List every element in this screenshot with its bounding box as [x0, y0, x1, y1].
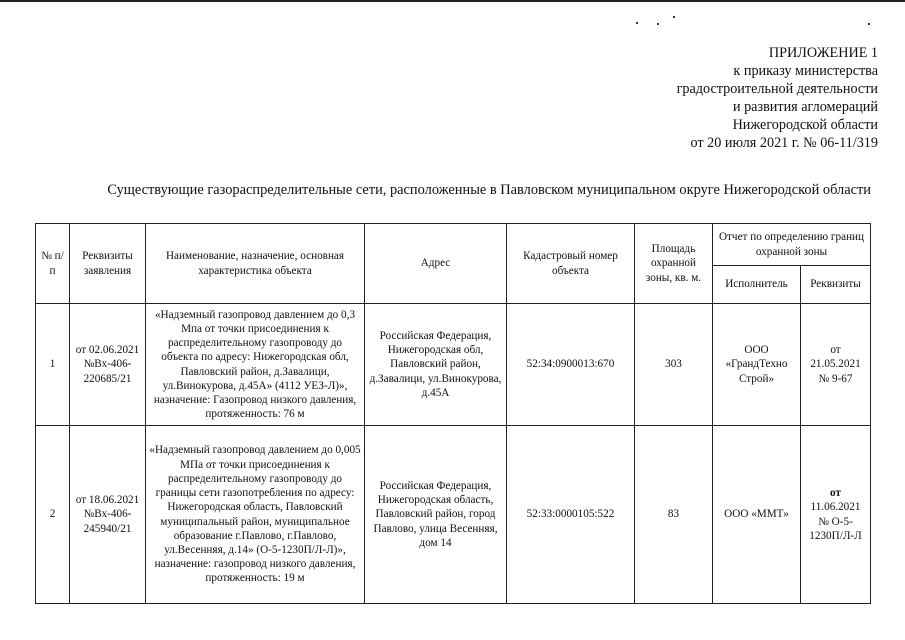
- scan-dot: [868, 23, 870, 25]
- document-title: Существующие газораспределительные сети, расположенные в Павловском муниципальном округе Нижегородской области: [107, 182, 871, 198]
- cell-name: «Надземный газопровод давлением до 0,3 Мпа от точки присоединения к распределительному газопроводу до объекта по адресу: Нижегородская обл, Павловский район, д.Завалици, ул.Винокурова, д.45А» (4112 УЕЗ-Л)», назначение: Газопровод низкого давления, протяженность: 76 м: [146, 304, 365, 426]
- appendix-line: и развития агломераций: [732, 99, 878, 116]
- header-name: Наименование, назначение, основная характеристика объекта: [146, 224, 365, 304]
- appendix-line: ПРИЛОЖЕНИЕ 1: [768, 45, 878, 61]
- cell-area: 303: [635, 304, 713, 426]
- report-requisites-value: 11.06.2021 № О-5-1230П/Л-Л: [809, 501, 862, 542]
- header-report-requisites: Реквизиты: [801, 266, 871, 304]
- header-report: Отчет по определению границ охранной зоны: [713, 224, 871, 266]
- cell-num: 2: [36, 426, 70, 604]
- cell-executor: ООО «ГрандТехно Строй»: [713, 304, 801, 426]
- cell-requisites: от 02.06.2021 №Вх-406-220685/21: [70, 304, 146, 426]
- header-requisites: Реквизиты заявления: [70, 224, 146, 304]
- cell-name: «Надземный газопровод давлением до 0,005 МПа от точки присоединения к распределительному газопроводу до границы сети газопотребления по адресу: Нижегородская область, Павловский муниципальный район, муниципальное образование г.Павлово, г.Павлово, ул.Весенняя, д.14» (О-5-1230П/Л-Л)», назначение: газопровод низкого давления, протяженность: 19 м: [146, 426, 365, 604]
- report-requisites-prefix: от: [830, 487, 841, 500]
- header-cadastral: Кадастровый номер объекта: [507, 224, 635, 304]
- cell-num: 1: [36, 304, 70, 426]
- header-num: № п/п: [36, 224, 70, 304]
- cell-address: Российская Федерация, Нижегородская обл, Павловский район, д.Завалици, ул.Винокурова, д.45А: [365, 304, 507, 426]
- cell-address: Российская Федерация, Нижегородская область, Павловский район, город Павлово, улица Весенняя, дом 14: [365, 426, 507, 604]
- appendix-line: от 20 июля 2021 г. № 06-11/319: [690, 135, 878, 152]
- table-row: [36, 426, 871, 604]
- cell-executor: ООО «ММТ»: [713, 426, 801, 604]
- appendix-line: градостроительной деятельности: [676, 81, 878, 98]
- cell-cadastral: 52:34:0900013:670: [507, 304, 635, 426]
- scan-dot: [636, 22, 638, 24]
- cell-report-requisites: от 21.05.2021 № 9-67: [801, 304, 871, 426]
- table-row: [36, 304, 871, 426]
- cell-area: 83: [635, 426, 713, 604]
- scan-dot: [673, 16, 675, 18]
- appendix-line: к приказу министерства: [733, 63, 878, 80]
- cell-cadastral: 52:33:0000105:522: [507, 426, 635, 604]
- header-executor: Исполнитель: [713, 266, 801, 304]
- scan-dot: [657, 23, 659, 25]
- appendix-header: [518, 44, 878, 153]
- gas-networks-table: [35, 223, 871, 604]
- scan-top-border: [0, 0, 905, 2]
- appendix-line: Нижегородской области: [732, 117, 878, 134]
- header-area: Площадь охранной зоны, кв. м.: [635, 224, 713, 304]
- header-address: Адрес: [365, 224, 507, 304]
- table-header-row: [36, 224, 871, 266]
- cell-report-requisites: [801, 426, 871, 604]
- cell-requisites: от 18.06.2021 №Вх-406-245940/21: [70, 426, 146, 604]
